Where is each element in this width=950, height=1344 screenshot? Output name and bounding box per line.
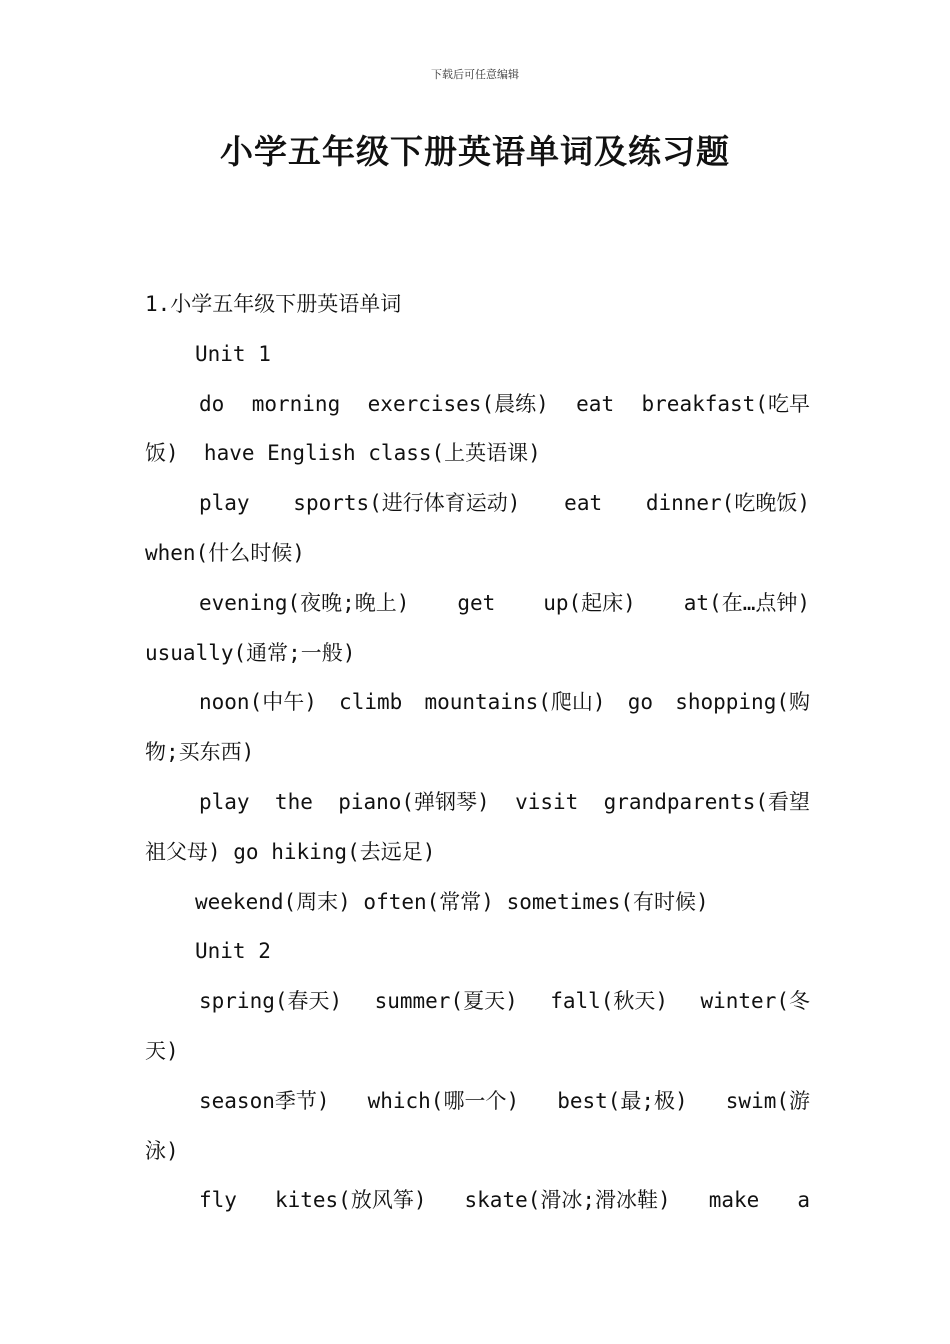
unit-heading: Unit 1 — [195, 341, 271, 366]
word-list — [145, 330, 810, 1226]
unit-heading: Unit 2 — [195, 939, 271, 964]
document-title: 小学五年级下册英语单词及练习题 — [220, 132, 730, 171]
vocab-line: usually(通常;一般) — [145, 640, 356, 665]
vocab-line: when(什么时候) — [145, 540, 305, 565]
vocab-line: season季节) which(哪一个) best(最;极) swim(游 — [199, 1088, 810, 1113]
vocab-line: 物;买东西) — [145, 740, 255, 765]
vocab-line: 泳) — [145, 1138, 179, 1163]
header-note: 下载后可任意编辑 — [431, 68, 519, 81]
section-heading: 1.小学五年级下册英语单词 — [145, 292, 402, 316]
vocab-line: 祖父母) go hiking(去远足) — [145, 839, 436, 864]
vocab-line: spring(春天) summer(夏天) fall(秋天) winter(冬 — [199, 989, 810, 1014]
vocab-line: noon(中午) climb mountains(爬山) go shopping(购 — [199, 690, 810, 715]
vocab-line: weekend(周末) often(常常) sometimes(有时候) — [195, 889, 709, 914]
vocab-line: play sports(进行体育运动) eat dinner(吃晚饭) — [199, 491, 810, 516]
vocab-line: fly kites(放风筝) skate(滑冰;滑冰鞋) make a — [199, 1188, 810, 1213]
vocab-line: evening(夜晚;晚上) get up(起床) at(在…点钟) — [199, 590, 810, 615]
vocab-line: do morning exercises(晨练) eat breakfast(吃早 — [199, 391, 810, 416]
vocab-line: 天) — [145, 1038, 179, 1063]
vocab-line: play the piano(弹钢琴) visit grandparents(看望 — [199, 789, 810, 814]
vocab-line: 饭) have English class(上英语课) — [145, 441, 541, 466]
document-body — [145, 280, 810, 1226]
